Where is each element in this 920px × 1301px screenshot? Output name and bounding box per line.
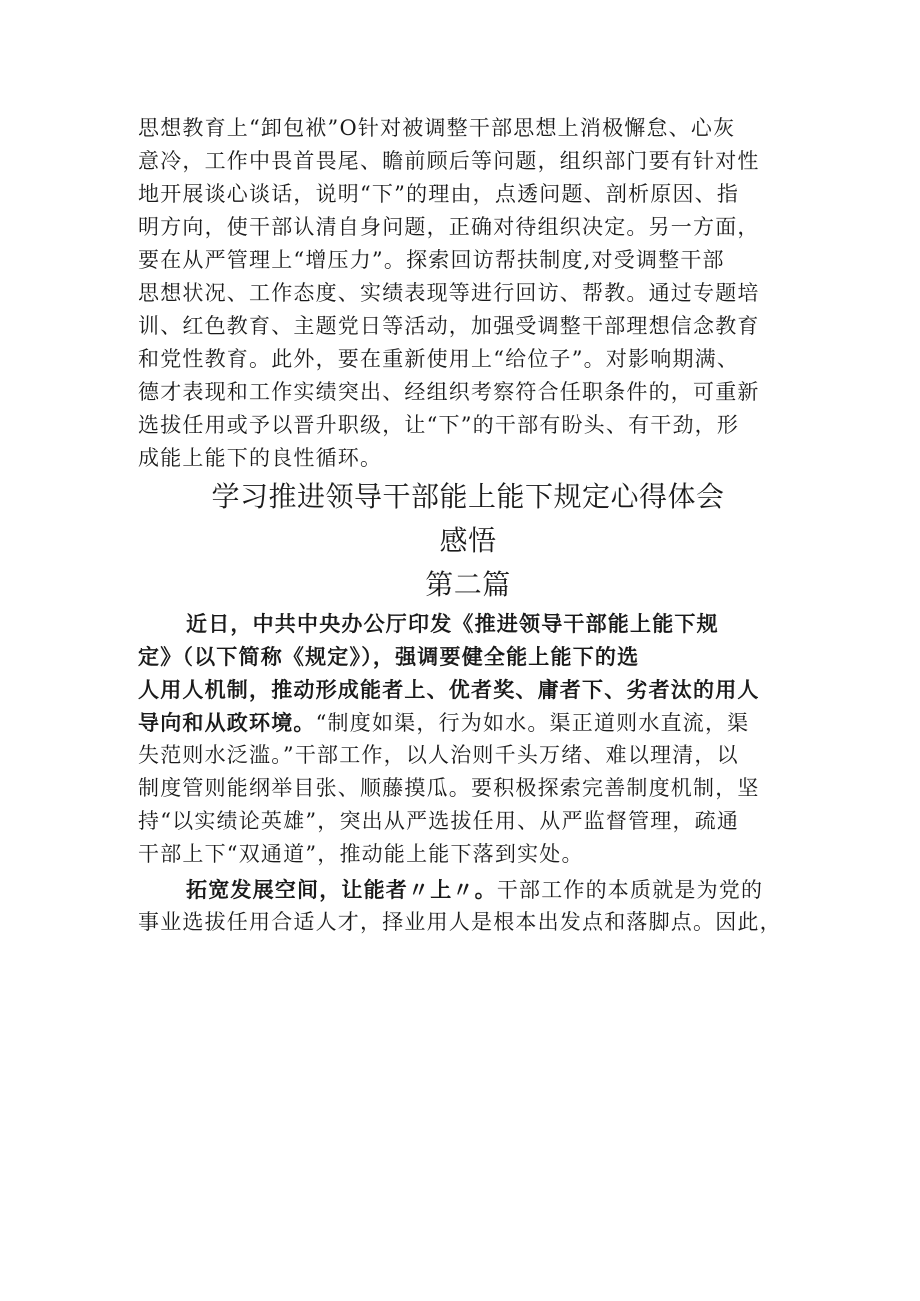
text-fragment: “制度如渠，行为如水。渠正道则水直流，渠	[315, 711, 750, 735]
text-line: 成能上能下的良性循环。	[138, 446, 383, 470]
text-line-mixed	[138, 706, 798, 739]
document-body	[138, 112, 798, 939]
text-line: 干部上下“双通道”，推动能上能下落到实处。	[138, 842, 584, 866]
article-title-continued: 感悟	[439, 524, 497, 557]
text-line: 德才表现和工作实绩突出、经组织考察符合任职条件的，可重新	[138, 380, 760, 404]
bold-phrase: 导向和从政环境。	[138, 710, 316, 735]
article-subtitle: 第二篇	[425, 568, 511, 601]
text-line: 持“以实绩论英雄”，突出从严选拔任用、从严监督管理，疏通	[138, 809, 740, 833]
text-line: 思想状况、工作态度、实绩表现等进行回访、帮教。通过专题培	[138, 281, 760, 305]
text-line: 事业选拔任用合适人才，择业用人是根本出发点和落脚点。因此，	[138, 910, 782, 934]
text-line-bold: 人用人机制，推动形成能者上、优者奖、庸者下、劣者汰的用人	[138, 677, 760, 702]
text-line: 要在从严管理上“增压力”。探索回访帮扶制度,对受调整干部	[138, 248, 725, 272]
text-line: 制度管则能纲举目张、顺藤摸瓜。要积极探索完善制度机制，坚	[138, 776, 760, 800]
text-fragment: 干部工作的本质就是为党的	[496, 878, 764, 902]
text-line: 失范则水泛滥。”干部工作，以人治则千头万绪、难以理清，以	[138, 743, 739, 767]
bold-phrase: 拓宽发展空间，让能者〃上〃。	[186, 877, 497, 902]
text-line: 和党性教育。此外，要在重新使用上“给位子”。对影响期满、	[138, 347, 740, 371]
text-line-bold: 定》（以下简称《规定》），强调要健全能上能下的选	[138, 644, 640, 669]
article-title: 学习推进领导干部能上能下规定心得体会	[211, 480, 725, 513]
text-line: 选拔任用或予以晋升职级，让“下”的干部有盼头、有干劲，形	[138, 413, 740, 437]
text-line: 明方向，使干部认清自身问题，正确对待组织决定。另一方面，	[138, 215, 760, 239]
text-line: 训、红色教育、主题党日等活动，加强受调整干部理想信念教育	[138, 314, 760, 338]
text-line: 意冷，工作中畏首畏尾、瞻前顾后等问题，组织部门要有针对性	[138, 149, 760, 173]
text-line: 地开展谈心谈话，说明“下”的理由，点透问题、剖析原因、指	[138, 182, 740, 206]
text-line-bold: 近日，中共中央办公厅印发《推进领导干部能上能下规	[186, 611, 719, 636]
text-line-mixed	[138, 873, 798, 906]
text-line: 思想教育上“卸包袱”O针对被调整干部思想上消极懈怠、心灰	[138, 116, 736, 140]
